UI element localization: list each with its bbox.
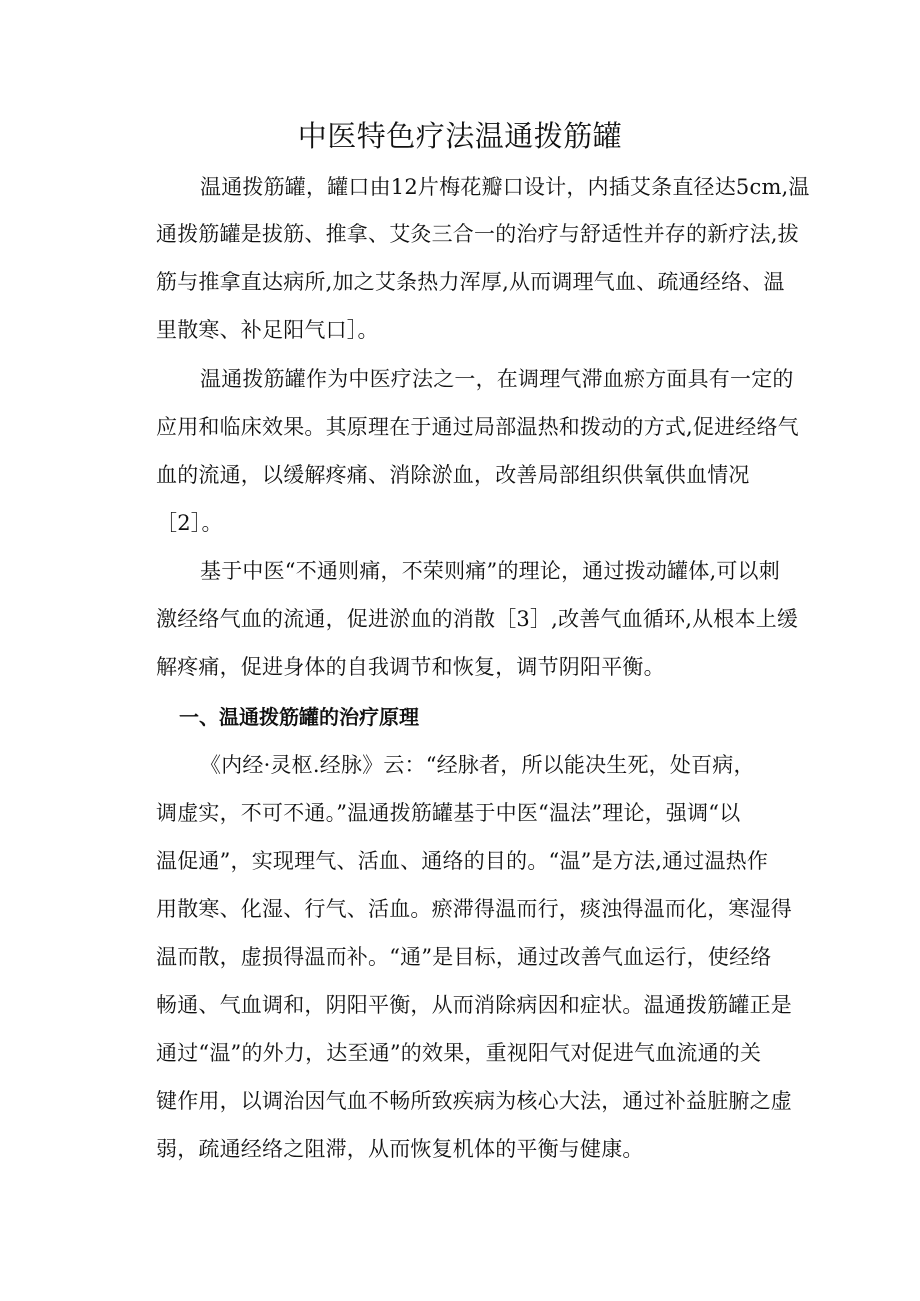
paragraph-1-line-3: 筋与推拿直达病所,加之艾条热力浑厚,从而调理气血、疏通经络、温 — [156, 270, 785, 294]
paragraph-4-line-4: 用散寒、化湿、行气、活血。瘀滞得温而行，痰浊得温而化，寒湿得 — [156, 897, 792, 921]
paragraph-2-line-3: 血的流通，以缓解疼痛、消除淤血，改善局部组织供氧供血情况 — [156, 463, 750, 487]
paragraph-4-line-3: 温促通”，实现理气、活血、通络的目的。“温”是方法,通过温热作 — [156, 849, 769, 873]
paragraph-1-line-4: 里散寒、补足阳气口］。 — [156, 318, 379, 342]
paragraph-2-line-2: 应用和临床效果。其原理在于通过局部温热和拨动的方式,促进经络气 — [156, 415, 799, 439]
paragraph-1-line-1: 温通拨筋罐，罐口由12片梅花瓣口设计，内插艾条直径达5cm,温 — [200, 175, 810, 199]
paragraph-2-line-1: 温通拨筋罐作为中医疗法之一，在调理气滞血瘀方面具有一定的 — [200, 367, 794, 391]
paragraph-3-line-1: 基于中医“不通则痛，不荣则痛”的理论，通过拨动罐体,可以刺 — [200, 559, 780, 583]
paragraph-4-line-8: 键作用，以调治因气血不畅所致疾病为核心大法，通过补益脏腑之虚 — [156, 1089, 792, 1113]
paragraph-4-line-1: 《内经·灵枢.经脉》云：“经脉者，所以能决生死，处百病， — [200, 753, 755, 777]
paragraph-4-line-5: 温而散，虚损得温而补。“通”是目标，通过改善气血运行，使经络 — [156, 945, 772, 969]
section-heading-1: 一、温通拨筋罐的治疗原理 — [179, 705, 419, 729]
paragraph-4-line-9: 弱，疏通经络之阻滞，从而恢复机体的平衡与健康。 — [156, 1137, 644, 1161]
paragraph-3-line-3: 解疼痛，促进身体的自我调节和恢复，调节阴阳平衡。 — [156, 655, 665, 679]
paragraph-3-line-2: 激经络气血的流通，促进淤血的消散［3］,改善气血循环,从根本上缓 — [156, 607, 799, 631]
paragraph-2-line-4: ［2］。 — [156, 511, 223, 535]
document-title: 中医特色疗法温通拨筋罐 — [297, 119, 623, 153]
paragraph-4-line-6: 畅通、气血调和，阴阳平衡，从而消除病因和症状。温通拨筋罐正是 — [156, 993, 792, 1017]
paragraph-4-line-7: 通过“温”的外力，达至通”的效果，重视阳气对促进气血流通的关 — [156, 1041, 762, 1065]
paragraph-4-line-2: 调虚实，不可不通。”温通拨筋罐基于中医“温法”理论，强调“以 — [156, 801, 741, 825]
paragraph-1-line-2: 通拨筋罐是拔筋、推拿、艾灸三合一的治疗与舒适性并存的新疗法,拔 — [156, 222, 799, 246]
